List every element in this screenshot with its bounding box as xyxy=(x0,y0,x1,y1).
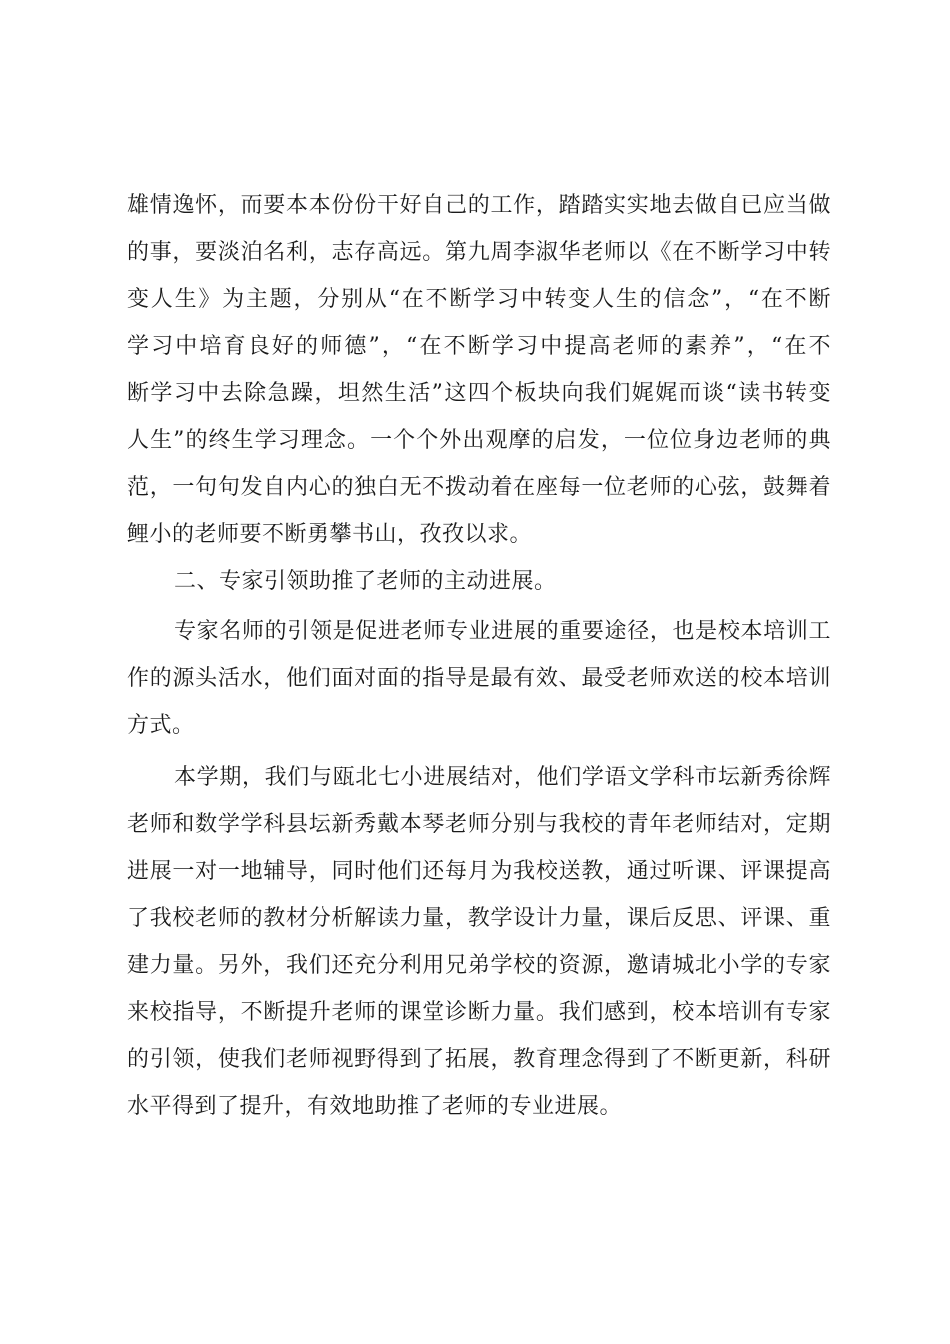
text-line: 方式。 xyxy=(127,713,195,738)
section-heading: 二、专家引领助推了老师的主动进展。 xyxy=(174,569,557,594)
text-line: 鲤小的老师要不断勇攀书山，孜孜以求。 xyxy=(127,522,533,547)
text-line: 学习中培育良好的师德”，“在不断学习中提高老师的素养”，“在不 xyxy=(127,334,831,359)
text-line: 的事，要淡泊名利，志存高远。第九周李淑华老师以《在不断学习中转 xyxy=(127,240,831,265)
text-line: 断学习中去除急躁，坦然生活”这四个板块向我们娓娓而谈“读书转变 xyxy=(127,381,831,406)
text-line: 雄情逸怀，而要本本份份干好自己的工作，踏踏实实地去做自已应当做 xyxy=(127,193,831,218)
text-line: 建力量。另外，我们还充分利用兄弟学校的资源，邀请城北小学的专家 xyxy=(127,953,831,978)
text-line: 的引领，使我们老师视野得到了拓展，教育理念得到了不断更新，科研 xyxy=(127,1047,831,1072)
text-line: 了我校老师的教材分析解读力量，教学设计力量，课后反思、评课、重 xyxy=(127,906,831,931)
text-line: 专家名师的引领是促进老师专业进展的重要途径，也是校本培训工 xyxy=(174,619,831,644)
text-line: 变人生》为主题，分别从“在不断学习中转变人生的信念”，“在不断 xyxy=(127,287,831,312)
text-line: 来校指导，不断提升老师的课堂诊断力量。我们感到，校本培训有专家 xyxy=(127,1000,831,1025)
text-line: 人生”的终生学习理念。一个个外出观摩的启发，一位位身边老师的典 xyxy=(127,428,831,453)
text-line: 老师和数学学科县坛新秀戴本琴老师分别与我校的青年老师结对，定期 xyxy=(127,812,831,837)
text-line: 作的源头活水，他们面对面的指导是最有效、最受老师欢送的校本培训 xyxy=(127,666,831,691)
text-line: 进展一对一地辅导，同时他们还每月为我校送教，通过听课、评课提高 xyxy=(127,859,831,884)
text-line: 本学期，我们与瓯北七小进展结对，他们学语文学科市坛新秀徐辉 xyxy=(174,765,831,790)
text-line: 范，一句句发自内心的独白无不拨动着在座每一位老师的心弦，鼓舞着 xyxy=(127,475,831,500)
text-line: 水平得到了提升，有效地助推了老师的专业进展。 xyxy=(127,1094,623,1119)
